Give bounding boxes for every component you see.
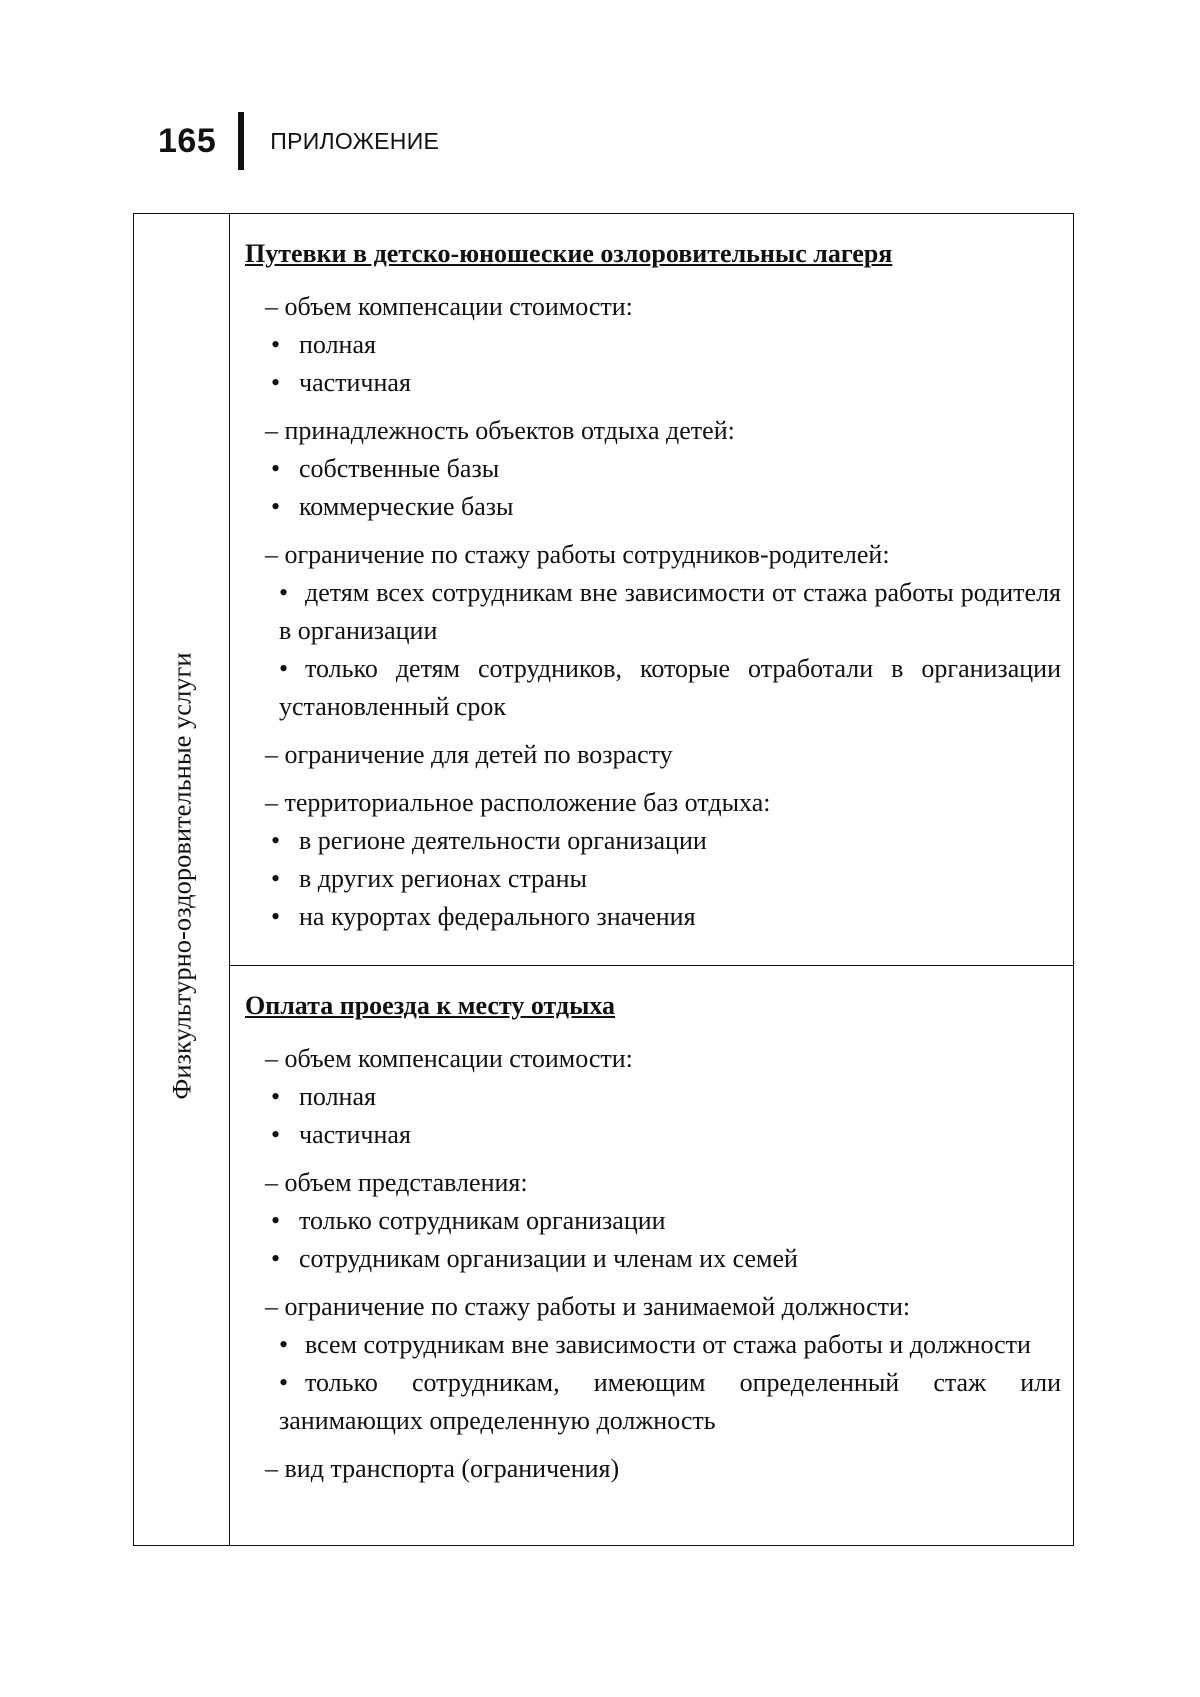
list-group xyxy=(245,1288,1061,1440)
list-heading: – ограничение для детей по возрасту xyxy=(265,740,673,769)
list-item: • всем сотрудникам вне зависимости от стажа работы и должности xyxy=(245,1326,1061,1364)
side-column xyxy=(134,214,230,1545)
list-heading: – ограничение по стажу работы и занимаемой должности: xyxy=(265,1292,911,1321)
bullet-icon: • xyxy=(271,1082,281,1111)
list-group xyxy=(245,736,1061,774)
bullet-icon: • xyxy=(271,368,281,397)
bullet-icon: • xyxy=(271,492,281,521)
bullet-icon: • xyxy=(271,1244,281,1273)
list-group xyxy=(245,288,1061,402)
list-item: • на курортах федерального значения xyxy=(245,898,1061,936)
bullet-icon: • xyxy=(279,578,289,607)
list-group xyxy=(245,1450,1061,1488)
list-group xyxy=(245,536,1061,726)
list-item: • частичная xyxy=(245,364,1061,402)
list-item: • сотрудникам организации и членам их семей xyxy=(245,1240,1061,1278)
bullet-icon: • xyxy=(271,826,281,855)
list-item: • полная xyxy=(245,1078,1061,1116)
list-heading: – территориальное расположение баз отдыха: xyxy=(265,788,771,817)
header-title: ПРИЛОЖЕНИЕ xyxy=(270,127,440,154)
section-travel-payment xyxy=(230,966,1073,1545)
list-item: • частичная xyxy=(245,1116,1061,1154)
list-group xyxy=(245,412,1061,526)
section-children-camps xyxy=(230,214,1073,966)
bullet-icon: • xyxy=(279,654,289,683)
list-item: • в регионе деятельности организации xyxy=(245,822,1061,860)
bullet-icon: • xyxy=(279,1368,289,1397)
list-item: • только детям сотрудников, которые отработали в организации установленный срок xyxy=(245,650,1061,726)
bullet-icon: • xyxy=(271,1206,281,1235)
page-number: 165 xyxy=(158,121,217,160)
list-heading: – вид транспорта (ограничения) xyxy=(265,1454,620,1483)
list-heading: – объем компенсации стоимости: xyxy=(265,1044,633,1073)
list-heading: – ограничение по стажу работы сотрудников-родителей: xyxy=(265,540,890,569)
section-title: Оплата проезда к месту отдыха xyxy=(245,991,616,1020)
list-group xyxy=(245,1164,1061,1278)
side-label: Физкультурно-оздоровительные услуги xyxy=(166,652,197,1100)
list-item: • только сотрудникам организации xyxy=(245,1202,1061,1240)
bullet-icon: • xyxy=(271,864,281,893)
list-item: • в других регионах страны xyxy=(245,860,1061,898)
list-item: • полная xyxy=(245,326,1061,364)
list-item: • детям всех сотрудникам вне зависимости от стажа работы родителя в организации xyxy=(245,574,1061,650)
list-item: • коммерческие базы xyxy=(245,488,1061,526)
bullet-icon: • xyxy=(279,1330,289,1359)
header-divider xyxy=(238,112,244,170)
content-table xyxy=(133,213,1074,1546)
list-heading: – объем представления: xyxy=(265,1168,528,1197)
bullet-icon: • xyxy=(271,330,281,359)
list-heading: – принадлежность объектов отдыха детей: xyxy=(265,416,735,445)
bullet-icon: • xyxy=(271,454,281,483)
bullet-icon: • xyxy=(271,1120,281,1149)
list-item: • только сотрудникам, имеющим определенный стаж или занимающих определенную должность xyxy=(245,1364,1061,1440)
list-heading: – объем компенсации стоимости: xyxy=(265,292,633,321)
bullet-icon: • xyxy=(271,902,281,931)
list-group xyxy=(245,784,1061,936)
list-item: • собственные базы xyxy=(245,450,1061,488)
page-header xyxy=(158,112,439,170)
section-title: Путевки в детско-юношеские озлоровительныс лагеря xyxy=(245,239,893,268)
list-group xyxy=(245,1040,1061,1154)
